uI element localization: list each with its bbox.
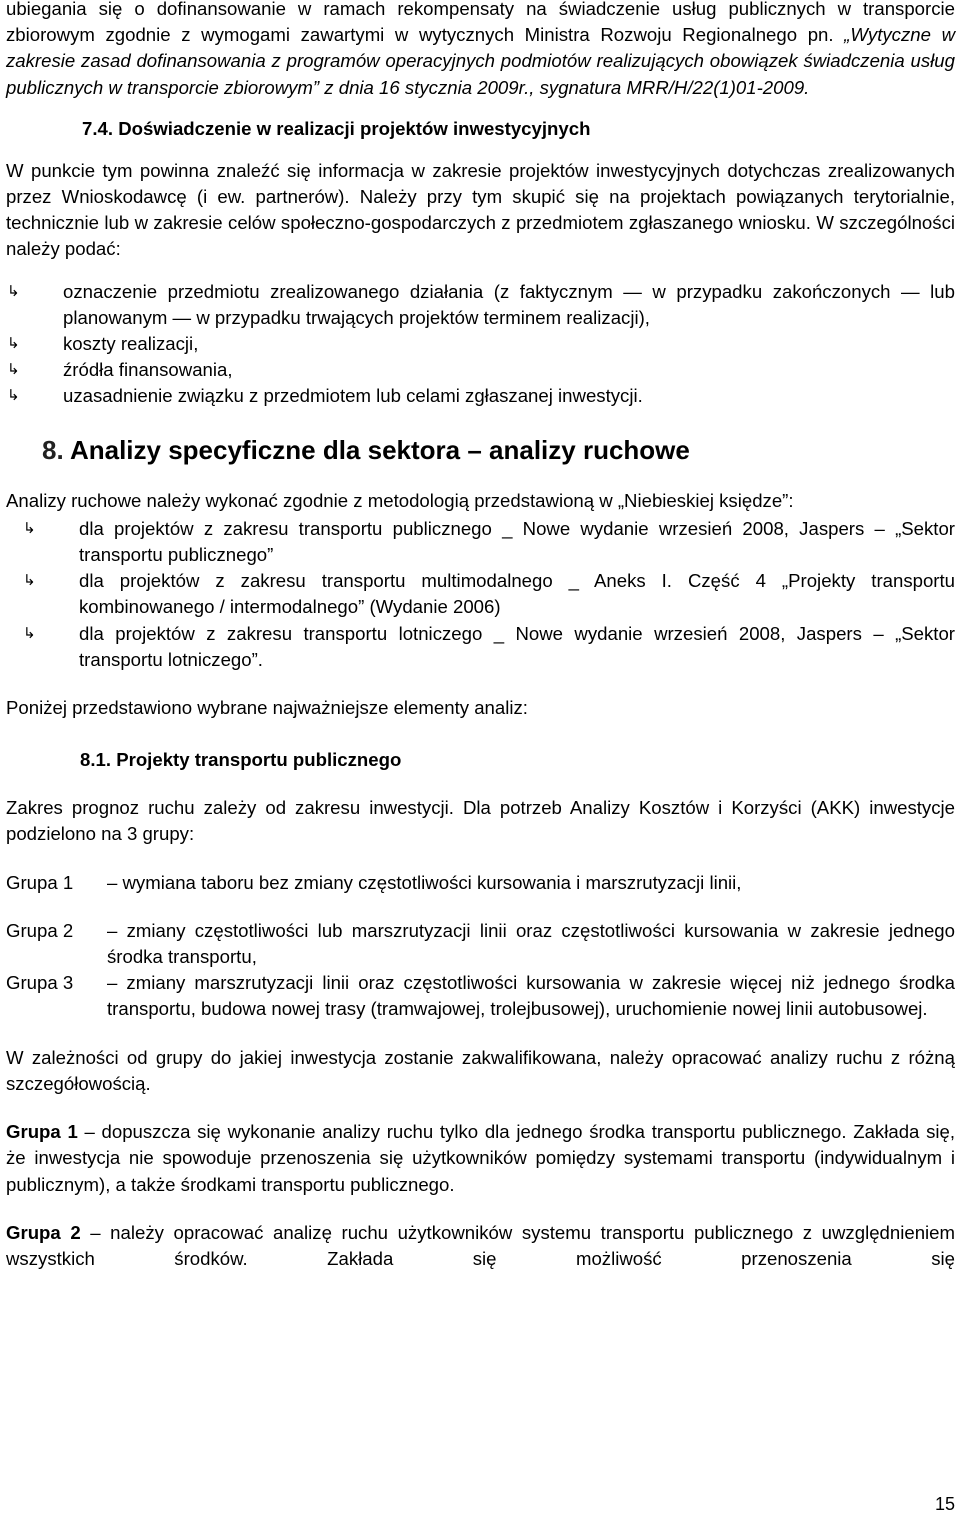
group-description-text: – należy opracować analizę ruchu użytkowników systemu transportu publicznego z uwzględnieniem wszystkich środków. Zakłada się możliwość przenoszenia się (6, 1221, 956, 1269)
group-text: – zmiany marszrutyzacji linii oraz częstotliwości kursowania w zakresie więcej niż jednego środka transportu, budowa nowej trasy (tramwajowej, trolejbusowej), uruchomienie nowej linii autobusowej. (107, 972, 955, 1020)
section-7-4-heading (82, 116, 955, 142)
group-2-description (6, 1220, 955, 1272)
group-label-bold: Grupa 2 (6, 1221, 81, 1243)
list-item (6, 568, 955, 620)
group-label: Grupa 3 (6, 972, 74, 994)
hooked-arrow-icon: ↳ (7, 335, 20, 353)
list-item (6, 516, 955, 568)
group-definition (6, 918, 955, 970)
section-number: 8.1. (80, 749, 112, 771)
list-item-text: uzasadnienie związku z przedmiotem lub celami zgłaszanej inwestycji. (63, 385, 643, 407)
group-definition (6, 970, 955, 1022)
section-8-heading (42, 434, 955, 466)
intro-paragraph (6, 0, 955, 101)
section-number: 8. (42, 434, 64, 465)
list-item (6, 357, 955, 383)
hooked-arrow-icon: ↳ (23, 572, 36, 590)
intro-text: ubiegania się o dofinansowanie w ramach rekompensaty na świadczenie usług publicznych w transporcie zbiorowym zgodnie z wymogami zawartymi w wytycznych Ministra Rozwoju Regionalnego pn. (6, 0, 955, 46)
hooked-arrow-icon: ↳ (7, 387, 20, 405)
section-7-4-paragraph: W punkcie tym powinna znaleźć się informacja w zakresie projektów inwestycyjnych dotychczas zrealizowanych przez Wnioskodawcę (i ew. partnerów). Należy przy tym skupić się na projektach powiązanych terytorialnie, technicznie lub w zakresie celów społeczno-gospodarczych z przedmiotem zgłaszanego wniosku. W szczególności należy podać: (6, 159, 955, 260)
section-8-paragraph: Analizy ruchowe należy wykonać zgodnie z metodologią przedstawioną w „Niebieskiej księdze”: (6, 489, 794, 511)
section-title: Doświadczenie w realizacji projektów inwestycyjnych (118, 117, 591, 139)
section-7-4-bullet-list (6, 279, 955, 410)
group-label: Grupa 1 (6, 871, 74, 893)
list-item-text: dla projektów z zakresu transportu lotniczego _ Nowe wydanie wrzesień 2008, Jaspers – „Sektor transportu lotniczego”. (79, 622, 955, 670)
hooked-arrow-icon: ↳ (7, 282, 20, 300)
section-8-1-paragraph: Zakres prognoz ruchu zależy od zakresu inwestycji. Dla potrzeb Analizy Kosztów i Korzyści (AKK) inwestycje podzielono na 3 grupy: (6, 797, 955, 845)
list-item-text: oznaczenie przedmiotu zrealizowanego działania (z faktycznym — w przypadku zakończonych — lub planowanym — w przypadku trwających projektów terminem realizacji), (63, 280, 955, 328)
group-1-description (6, 1119, 955, 1198)
group-label-bold: Grupa 1 (6, 1121, 78, 1143)
section-8-paragraph-2: Poniżej przedstawiono wybrane najważniejsze elementy analiz: (6, 697, 528, 719)
intro-italic-citation: „Wytyczne w zakresie zasad dofinansowania z programów operacyjnych podmiotów realizujących obowiązek świadczenia usług publicznych w transporcie zbiorowym” z dnia 16 stycznia 2009r., sygnatura MRR/H/22(1)01-2009. (6, 24, 955, 98)
hooked-arrow-icon: ↳ (23, 519, 36, 537)
list-item-text: dla projektów z zakresu transportu multimodalnego _ Aneks I. Część 4 „Projekty transportu kombinowanego / intermodalnego” (Wydanie 2006) (79, 570, 955, 618)
list-item (6, 383, 955, 409)
hooked-arrow-icon: ↳ (23, 624, 36, 642)
list-item-text: dla projektów z zakresu transportu publicznego _ Nowe wydanie wrzesień 2008, Jaspers – „Sektor transportu publicznego” (79, 517, 955, 566)
group-description-text: – dopuszcza się wykonanie analizy ruchu tylko dla jednego środka transportu publicznego. Zakłada się, że inwestycja nie spowoduje przenoszenia się użytkowników pomiędzy systemami transportu (indywidualnym i publicznym), a także środkami transportu publicznego. (6, 1121, 956, 1195)
section-number: 7.4. (82, 117, 114, 139)
section-8-1-paragraph-2: W zależności od grupy do jakiej inwestycja zostanie zakwalifikowana, należy opracować analizy ruchu z różną szczegółowością. (6, 1046, 955, 1094)
section-title: Projekty transportu publicznego (116, 749, 402, 771)
page-number: 15 (934, 1494, 955, 1514)
group-label: Grupa 2 (6, 919, 74, 941)
group-text: – zmiany częstotliwości lub marszrutyzacji linii oraz częstotliwości kursowania w zakresie jednego środka transportu, (107, 919, 955, 968)
group-definition (6, 870, 955, 896)
list-item-text: źródła finansowania, (63, 359, 233, 381)
list-item (6, 331, 955, 357)
group-text: – wymiana taboru bez zmiany częstotliwości kursowania i marszrutyzacji linii, (107, 871, 742, 893)
section-8-1-heading (80, 747, 955, 773)
list-item-text: koszty realizacji, (63, 333, 199, 355)
list-item (6, 279, 955, 331)
hooked-arrow-icon: ↳ (7, 361, 20, 379)
section-8-bullet-list (6, 516, 955, 673)
list-item (6, 621, 955, 673)
section-title: Analizy specyficzne dla sektora – analizy ruchowe (69, 434, 690, 465)
